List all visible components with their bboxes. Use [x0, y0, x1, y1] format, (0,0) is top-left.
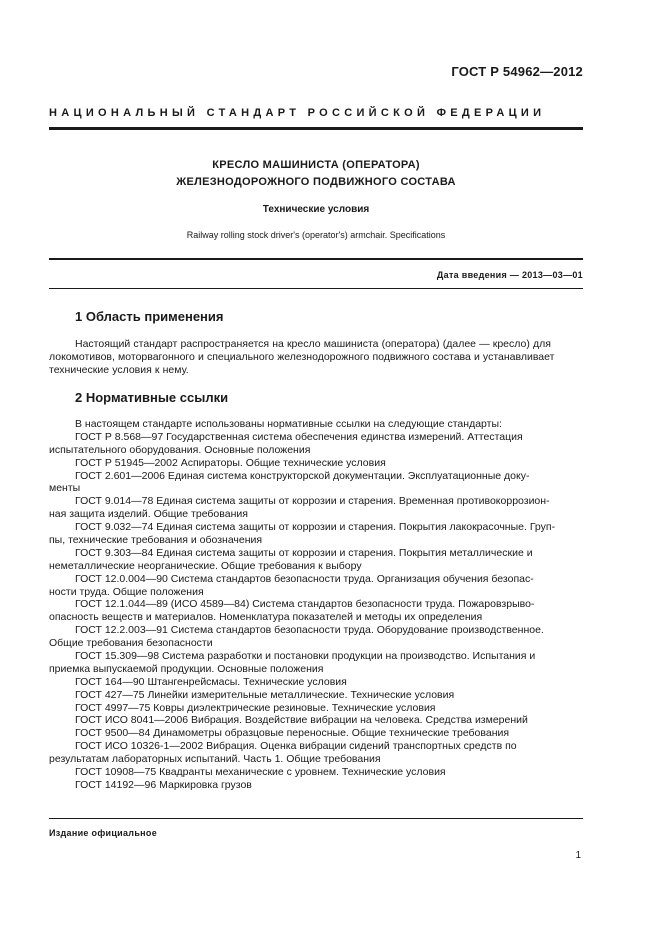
reference-line: ГОСТ 12.1.044—89 (ИСО 4589—84) Система стандартов безопасности труда. Пожаровзрыво-	[75, 598, 535, 611]
reference-line: менты	[49, 482, 81, 495]
reference-line: ГОСТ 4997—75 Ковры диэлектрические резиновые. Технические условия	[75, 701, 436, 714]
reference-line: ГОСТ 10908—75 Квадранты механические с уровнем. Технические условия	[75, 766, 446, 779]
reference-line: ГОСТ 9.032—74 Единая система защиты от коррозии и старения. Покрытия лакокрасочные. Груп-	[75, 521, 556, 534]
document-subtitle: Технические условия	[262, 204, 370, 215]
title-rule	[49, 258, 583, 260]
reference-line: ГОСТ ИСО 8041—2006 Вибрация. Воздействие вибрации на человека. Средства измерений	[75, 714, 528, 727]
reference-line: ГОСТ Р 8.568—97 Государственная система обеспечения единства измерений. Аттестация	[75, 430, 523, 443]
section-2-heading: 2 Нормативные ссылки	[75, 390, 229, 405]
reference-line: результатам лабораторных испытаний. Часть 1. Общие требования	[49, 753, 381, 766]
reference-line: пы, технические требования и обозначения	[49, 534, 263, 547]
national-standard-title: НАЦИОНАЛЬНЫЙ СТАНДАРТ РОССИЙСКОЙ ФЕДЕРАЦИИ	[49, 107, 546, 119]
reference-line: Общие требования безопасности	[49, 637, 213, 650]
page-number: 1	[575, 850, 581, 861]
reference-line: ГОСТ 12.0.004—90 Система стандартов безопасности труда. Организация обучения безопас-	[75, 572, 534, 585]
reference-line: ГОСТ 9.014—78 Единая система защиты от коррозии и старения. Временная противокоррозион-	[75, 495, 550, 508]
paragraph-line: локомотивов, моторвагонного и специального железнодорожного подвижного состава и устанавливает	[49, 351, 555, 363]
reference-line: ГОСТ 9.303—84 Единая система защиты от коррозии и старения. Покрытия металлические и	[75, 546, 533, 559]
reference-line: ГОСТ 14192—96 Маркировка грузов	[75, 778, 252, 791]
section-2-body	[49, 418, 583, 792]
document-title	[49, 157, 583, 191]
section-1-heading: 1 Область применения	[75, 309, 224, 324]
reference-line: приемка выпускаемой продукции. Основные положения	[49, 662, 324, 675]
reference-line: ГОСТ 164—90 Штангенрейсмасы. Технические условия	[75, 675, 347, 688]
reference-line: ГОСТ 12.2.003—91 Система стандартов безопасности труда. Оборудование производственное.	[75, 624, 544, 637]
english-title: Railway rolling stock driver's (operator's) armchair. Specifications	[186, 230, 446, 240]
title-line-2: ЖЕЛЕЗНОДОРОЖНОГО ПОДВИЖНОГО СОСТАВА	[176, 176, 456, 188]
reference-line: ГОСТ ИСО 10326-1—2002 Вибрация. Оценка вибрации сидений транспортных средств по	[75, 740, 517, 753]
title-line-1: КРЕСЛО МАШИНИСТА (ОПЕРАТОРА)	[212, 159, 420, 171]
introduction-date: Дата введения — 2013—03—01	[436, 270, 583, 280]
reference-line: ГОСТ Р 51945—2002 Аспираторы. Общие технические условия	[75, 456, 386, 469]
reference-line: ности труда. Общие положения	[49, 585, 204, 598]
paragraph-line: В настоящем стандарте использованы нормативные ссылки на следующие стандарты:	[75, 418, 502, 430]
footer-rule	[49, 818, 583, 819]
reference-line: ГОСТ 2.601—2006 Единая система конструкторской документации. Эксплуатационные доку-	[75, 469, 530, 482]
header-rule	[49, 127, 583, 130]
reference-line: ГОСТ 15.309—98 Система разработки и постановки продукции на производство. Испытания и	[75, 650, 536, 663]
section-1-body	[49, 338, 583, 377]
date-rule	[49, 288, 583, 289]
gost-number: ГОСТ Р 54962—2012	[451, 64, 583, 79]
paragraph-line: технические условия к нему.	[49, 364, 189, 376]
official-edition-label: Издание официальное	[49, 828, 158, 838]
reference-line: испытательного оборудования. Основные положения	[49, 443, 311, 456]
reference-line: ГОСТ 9500—84 Динамометры образцовые переносные. Общие технические требования	[75, 727, 510, 740]
reference-line: опасность веществ и материалов. Номенклатура показателей и методы их определения	[49, 611, 483, 624]
paragraph-line: Настоящий стандарт распространяется на кресло машиниста (оператора) (далее — кресло) для	[75, 338, 551, 350]
reference-line: неметаллические неорганические. Общие требования к выбору	[49, 559, 362, 572]
reference-line: ная защита изделий. Общие требования	[49, 508, 248, 521]
reference-line: ГОСТ 427—75 Линейки измерительные металлические. Технические условия	[75, 688, 455, 701]
